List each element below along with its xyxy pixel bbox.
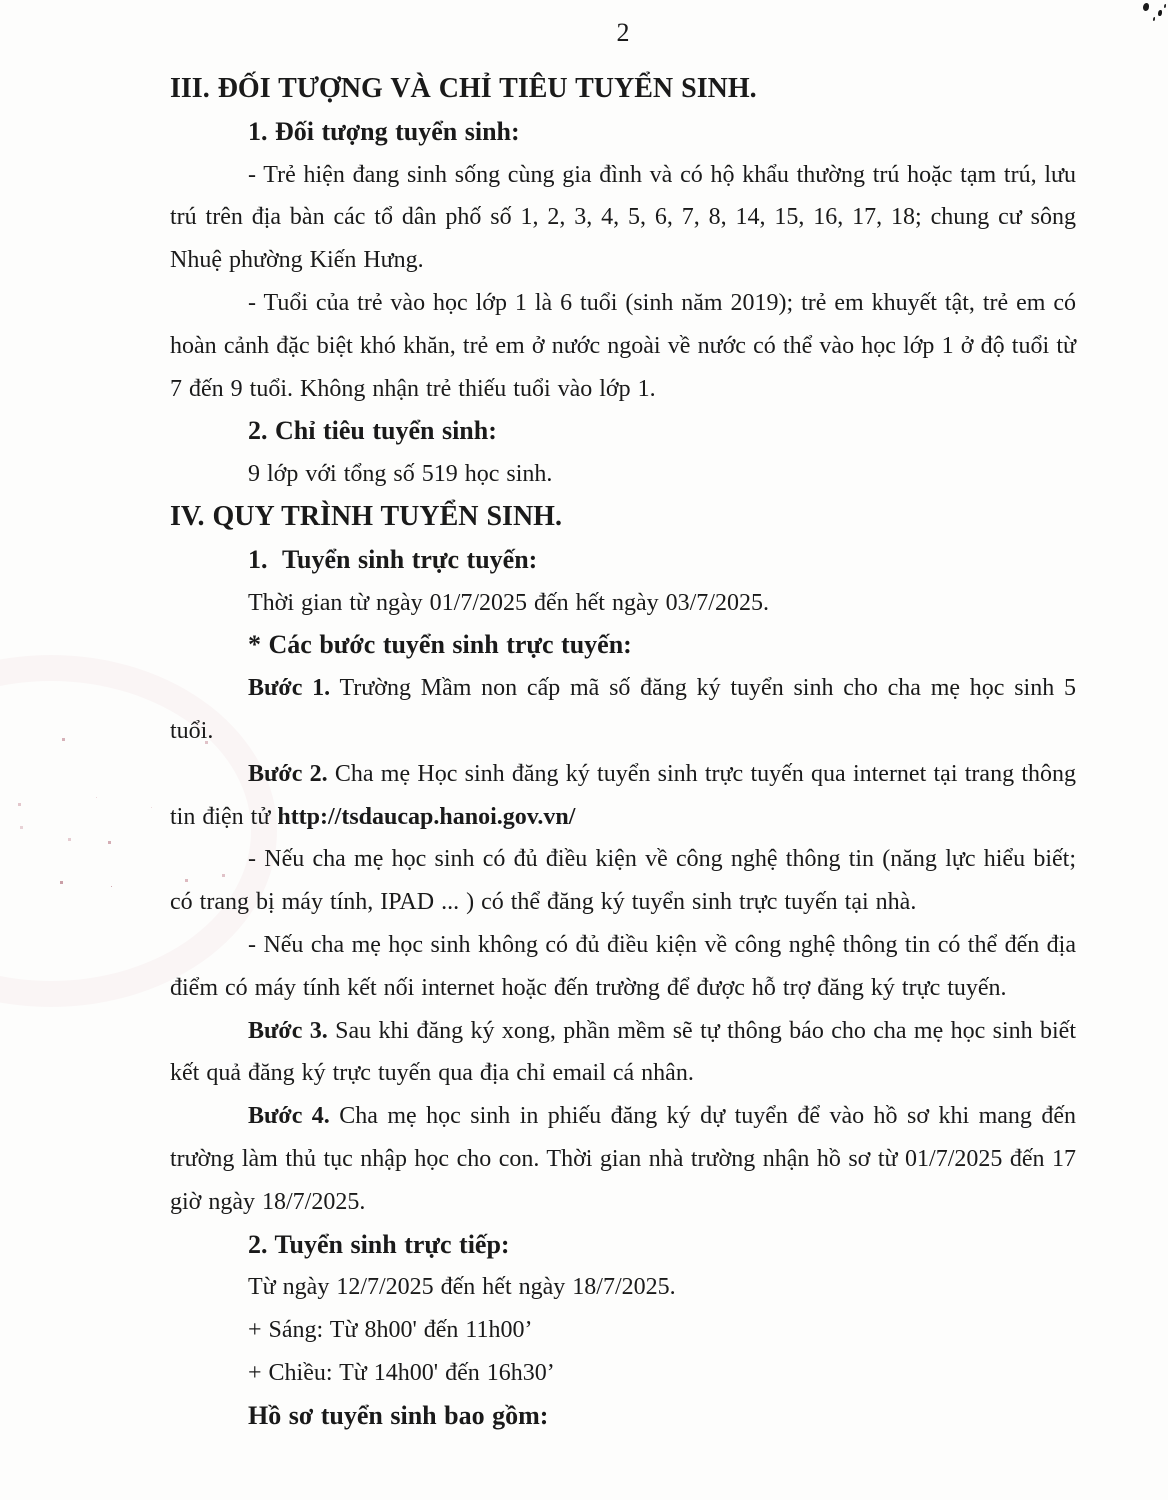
text-run: - Nếu cha mẹ học sinh không có đủ điều kiện về công nghệ thông tin có thể đến địa điểm có máy tính kết nối internet hoặc đến trường để được hỗ trợ đăng ký trực tuyến. <box>170 931 1076 1001</box>
step-4-label: Bước 4. <box>248 1103 330 1130</box>
paragraph-it-not-capable <box>170 924 1076 1010</box>
subsection-1-online-heading <box>170 539 1076 582</box>
section-iv-heading <box>170 496 1076 539</box>
section-iii-heading <box>170 68 1076 111</box>
paragraph-step-1 <box>170 667 1076 753</box>
paragraph-step-2 <box>170 753 1076 839</box>
online-steps-heading <box>170 624 1076 667</box>
text-run: Trường Mầm non cấp mã số đăng ký tuyển sinh cho cha mẹ học sinh 5 tuổi. <box>170 675 1076 744</box>
text-run: Sau khi đăng ký xong, phần mềm sẽ tự thông báo cho cha mẹ học sinh biết kết quả đăng ký trực tuyến qua địa chỉ email cá nhân. <box>170 1017 1076 1087</box>
text-run: - Tuổi của trẻ vào học lớp 1 là 6 tuổi (sinh năm 2019); trẻ em khuyết tật, trẻ em có hoàn cảnh đặc biệt khó khăn, trẻ em ở nước ngoài về nước có thể vào học lớp 1 ở độ tuổi từ 7 đến 9 tuổi. Không nhận trẻ thiếu tuổi vào lớp 1. <box>170 289 1076 402</box>
text-run: 2. Tuyển sinh trực tiếp: <box>248 1229 510 1259</box>
paragraph-step-4 <box>170 1095 1076 1223</box>
paragraph-afternoon-hours <box>170 1352 1076 1395</box>
paragraph-direct-period <box>170 1266 1076 1309</box>
text-run: 1. Đối tượng tuyển sinh: <box>248 116 520 146</box>
paragraph-residence <box>170 154 1076 282</box>
text-run: Cha mẹ học sinh in phiếu đăng ký dự tuyển để vào hồ sơ khi mang đến trường làm thủ tục nhập học cho con. Thời gian nhà trường nhận hồ sơ từ 01/7/2025 đến 17 giờ ngày 18/7/2025. <box>170 1103 1076 1215</box>
step-1-label: Bước 1. <box>248 675 331 702</box>
dossier-heading <box>170 1395 1076 1438</box>
subsection-2-direct-heading <box>170 1224 1076 1267</box>
ink-speckle-icon <box>1143 3 1149 11</box>
text-run: IV. QUY TRÌNH TUYỂN SINH. <box>170 500 562 532</box>
text-run: 2. Chỉ tiêu tuyển sinh: <box>248 416 497 446</box>
subsection-1-doi-tuong-heading <box>170 111 1076 154</box>
document-body <box>170 12 1076 1438</box>
paragraph-online-period <box>170 582 1076 625</box>
stamp-speckles <box>0 0 3 3</box>
text-run: Hồ sơ tuyển sinh bao gồm: <box>248 1400 549 1430</box>
text-run: + Chiều: Từ 14h00' đến 16h30’ <box>248 1359 555 1386</box>
website-url: http://tsdaucap.hanoi.gov.vn/ <box>277 803 576 830</box>
text-run: Cha mẹ Học sinh đăng ký tuyển sinh trực tuyến qua internet tại trang thông tin điện tử <box>170 760 1076 830</box>
text-run: 1. Tuyển sinh trực tuyến: <box>248 544 538 574</box>
text-run: III. ĐỐI TƯỢNG VÀ CHỈ TIÊU TUYỂN SINH. <box>170 73 757 104</box>
paragraph-age <box>170 282 1076 410</box>
paragraph-quota <box>170 453 1076 496</box>
step-3-label: Bước 3. <box>248 1017 328 1044</box>
paragraph-morning-hours <box>170 1309 1076 1352</box>
text-run: + Sáng: Từ 8h00' đến 11h00’ <box>248 1317 533 1344</box>
text-run: - Nếu cha mẹ học sinh có đủ điều kiện về công nghệ thông tin (năng lực hiểu biết; có trang bị máy tính, IPAD ... ) có thể đăng ký tuyển sinh trực tuyến tại nhà. <box>170 846 1076 916</box>
text-run: - Trẻ hiện đang sinh sống cùng gia đình và có hộ khẩu thường trú hoặc tạm trú, lưu trú trên địa bàn các tổ dân phố số 1, 2, 3, 4, 5, 6, 7, 8, 14, 15, 16, 17, 18; chung cư sông Nhuệ phường Kiến Hưng. <box>170 161 1076 274</box>
paragraph-step-3 <box>170 1010 1076 1096</box>
text-run: 9 lớp với tổng số 519 học sinh. <box>248 461 553 488</box>
text-run: * Các bước tuyển sinh trực tuyến: <box>248 630 632 660</box>
subsection-2-chi-tieu-heading <box>170 410 1076 453</box>
text-run: Từ ngày 12/7/2025 đến hết ngày 18/7/2025. <box>248 1274 676 1301</box>
text-run: Thời gian từ ngày 01/7/2025 đến hết ngày 03/7/2025. <box>248 589 769 616</box>
page-number: 2 <box>616 18 630 47</box>
paragraph-it-capable <box>170 838 1076 924</box>
step-2-label: Bước 2. <box>248 760 328 787</box>
